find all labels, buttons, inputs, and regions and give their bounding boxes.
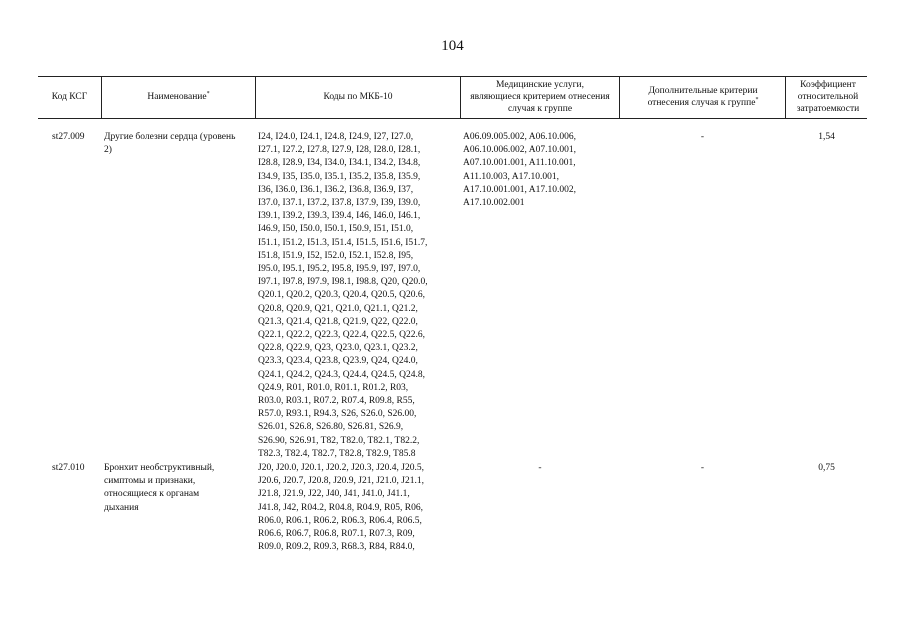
icd-line: J20, J20.0, J20.1, J20.2, J20.3, J20.4, J20.5, <box>258 463 425 473</box>
column-divider <box>619 76 620 118</box>
page-number: 104 <box>441 38 464 54</box>
icd-line: J20.6, J20.7, J20.8, J20.9, J21, J21.0, J21.1, <box>258 476 425 487</box>
icd-line: Q22.1, Q22.2, Q22.3, Q22.4, Q22.5, Q22.6, <box>258 330 426 341</box>
icd-line: R06.0, R06.1, R06.2, R06.3, R06.4, R06.5, <box>258 515 422 526</box>
row-coefficient: 0,75 <box>818 463 835 473</box>
icd-line: Q22.8, Q22.9, Q23, Q23.0, Q23.1, Q23.2, <box>258 343 418 354</box>
service-line: A11.10.003, A17.10.001, <box>463 171 559 182</box>
row-additional-criteria: - <box>700 132 705 142</box>
icd-line: I97.1, I97.8, I97.9, I98.1, I98.8, Q20, Q20.0, <box>258 277 428 288</box>
icd-line: I51.8, I51.9, I52, I52.0, I52.1, I52.8, I95, <box>258 250 414 261</box>
service-line: A17.10.002.001 <box>463 198 525 209</box>
header-name <box>102 76 255 118</box>
icd-line: S26.01, S26.8, S26.80, S26.81, S26.9, <box>258 422 404 433</box>
header-services <box>470 76 610 118</box>
icd-line: I34.9, I35, I35.0, I35.1, I35.2, I35.8, I35.9, <box>258 171 421 182</box>
header-services-label: Медицинские услуги, являющиеся критерием отнесения случая к группе <box>470 80 610 114</box>
icd-line: I27.1, I27.2, I27.8, I27.9, I28, I28.0, I28.1, <box>258 145 421 156</box>
icd-line: I36, I36.0, I36.1, I36.2, I36.8, I36.9, I37, <box>258 184 414 195</box>
icd-line: Q20.1, Q20.2, Q20.3, Q20.4, Q20.5, Q20.6, <box>258 290 426 301</box>
row-name <box>104 462 254 515</box>
icd-line: J41.8, J42, R04.2, R04.8, R04.9, R05, R06, <box>258 502 423 513</box>
header-name-footnote-mark: * <box>206 90 210 97</box>
name-line: дыхания <box>104 502 139 513</box>
table-header-rule <box>38 118 867 119</box>
service-line: A07.10.001.001, A11.10.001, <box>463 158 576 169</box>
icd-line: T82.3, T82.4, T82.7, T82.8, T82.9, T85.8 <box>258 448 416 459</box>
service-line: A06.10.006.002, A07.10.001, <box>463 145 576 156</box>
icd-line: Q24.9, R01, R01.0, R01.1, R01.2, R03, <box>258 382 409 393</box>
header-icd <box>256 76 460 118</box>
header-code <box>38 76 101 118</box>
column-divider <box>460 76 461 118</box>
row-coefficient: 1,54 <box>818 132 835 142</box>
icd-line: I24, I24.0, I24.1, I24.8, I24.9, I27, I27.0, <box>258 132 414 142</box>
row-icd-codes <box>258 131 458 461</box>
row-name: Другие болезни сердца (уровень 2) <box>104 132 236 156</box>
row-additional-criteria: - <box>700 463 705 473</box>
icd-line: I37.0, I37.1, I37.2, I37.8, I37.9, I39, I39.0, <box>258 198 421 209</box>
icd-line: Q24.1, Q24.2, Q24.3, Q24.4, Q24.5, Q24.8, <box>258 369 426 380</box>
row-code: st27.009 <box>52 132 85 142</box>
header-icd-label: Коды по МКБ-10 <box>323 92 393 102</box>
row-code: st27.010 <box>52 463 85 473</box>
name-line: симптомы и признаки, <box>104 476 196 487</box>
icd-line: I95.0, I95.1, I95.2, I95.8, I95.9, I97, I97.0, <box>258 264 421 275</box>
icd-line: R06.6, R06.7, R06.8, R07.1, R07.3, R09, <box>258 529 415 540</box>
header-code-label: Код КСГ <box>51 92 88 102</box>
header-additional <box>630 76 776 118</box>
row-icd-codes <box>258 462 458 554</box>
icd-line: J21.8, J21.9, J22, J40, J41, J41.0, J41.1, <box>258 489 410 500</box>
name-line: относящиеся к органам <box>104 489 200 500</box>
icd-line: Q21.3, Q21.4, Q21.8, Q21.9, Q22, Q22.0, <box>258 316 418 327</box>
icd-line: Q23.3, Q23.4, Q23.8, Q23.9, Q24, Q24.0, <box>258 356 418 367</box>
icd-line: Q20.8, Q20.9, Q21, Q21.0, Q21.1, Q21.2, <box>258 303 418 314</box>
header-additional-footnote-mark: * <box>755 96 759 103</box>
service-line: A06.09.005.002, A06.10.006, <box>463 132 576 142</box>
header-additional-label: Дополнительные критерии отнесения случая к группе <box>647 86 758 108</box>
icd-line: I28.8, I28.9, I34, I34.0, I34.1, I34.2, I34.8, <box>258 158 421 169</box>
row-services: - <box>538 463 542 473</box>
icd-line: S26.90, S26.91, T82, T82.0, T82.1, T82.2, <box>258 435 420 446</box>
icd-line: I46.9, I50, I50.0, I50.1, I50.9, I51, I51.0, <box>258 224 414 235</box>
service-line: A17.10.001.001, A17.10.002, <box>463 184 576 195</box>
icd-line: R03.0, R03.1, R07.2, R07.4, R09.8, R55, <box>258 396 415 407</box>
icd-line: I39.1, I39.2, I39.3, I39.4, I46, I46.0, I46.1, <box>258 211 421 222</box>
header-name-label: Наименование <box>147 92 207 102</box>
icd-line: R09.0, R09.2, R09.3, R68.3, R84, R84.0, <box>258 542 415 553</box>
row-services <box>463 131 613 210</box>
icd-line: I51.1, I51.2, I51.3, I51.4, I51.5, I51.6, I51.7, <box>258 237 428 248</box>
header-coefficient <box>789 76 867 118</box>
column-divider <box>785 76 786 118</box>
name-line: Бронхит необструктивный, <box>104 463 215 473</box>
icd-line: R57.0, R93.1, R94.3, S26, S26.0, S26.00, <box>258 409 417 420</box>
header-coefficient-label: Коэффициент относительной затратоемкости <box>796 80 860 114</box>
